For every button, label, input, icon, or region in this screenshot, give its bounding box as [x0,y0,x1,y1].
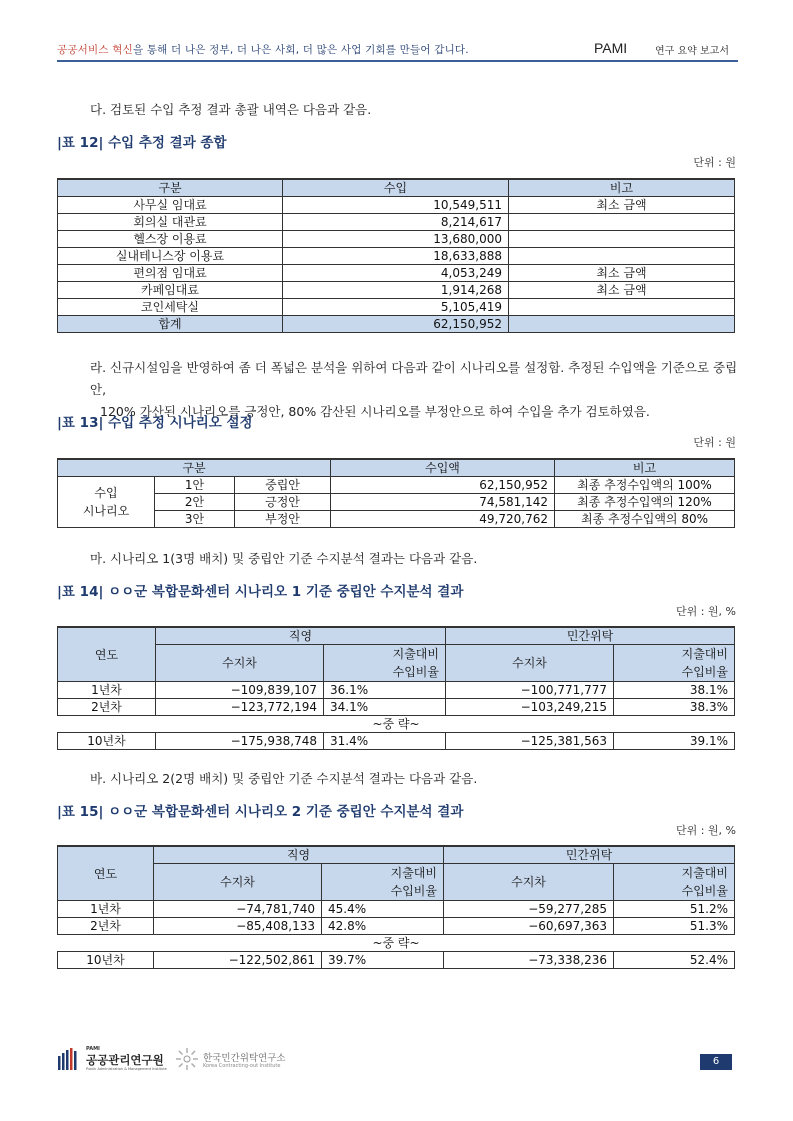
cell: 13,680,000 [283,231,509,248]
page-number: 6 [700,1054,732,1070]
paragraph-ba: 바. 시나리오 2(2명 배치) 및 중립안 기준 수지분석 결과는 다음과 같음. [90,771,478,786]
table-row [58,952,735,969]
header-report-title: 연구 요약 보고서 [655,46,729,57]
cell: 1년차 [58,682,156,699]
table-header-row [58,179,735,197]
col-header-balance: 수지차 [446,645,614,682]
page-header [57,40,737,58]
col-header: 비고 [555,459,735,477]
footer-logo-kci: 한국민간위탁연구소 [203,1053,286,1064]
cell [509,214,735,231]
cell: −175,938,748 [156,733,324,750]
table-row [58,265,735,282]
paragraph-ra-line2: 120% 가산된 시나리오를 긍정안, 80% 감산된 시나리오를 부정안으로 하여 수입을 추가 검토하였음. [100,404,650,419]
col-header-private: 민간위탁 [446,627,735,645]
cell [509,248,735,265]
footer-logos [58,1046,318,1074]
cell: 45.4% [322,901,444,918]
cell: 최소 금액 [509,197,735,214]
cell: 회의실 대관료 [58,214,283,231]
cell: 31.4% [324,733,446,750]
cell: 18,633,888 [283,248,509,265]
cell: 51.2% [614,901,735,918]
cell: 헬스장 이용료 [58,231,283,248]
table14-caption: |표 14| ㅇㅇ군 복합문화센터 시나리오 1 기준 중립안 수지분석 결과 [57,584,464,600]
omit-marker: ~중 략~ [58,935,735,952]
cell: −59,277,285 [444,901,614,918]
cell: 62,150,952 [331,477,555,494]
col-header-balance: 수지차 [156,645,324,682]
cell: 42.8% [322,918,444,935]
paragraph-ma: 마. 시나리오 1(3명 배치) 및 중립안 기준 수지분석 결과는 다음과 같음. [90,551,478,566]
col-header: 비고 [509,179,735,197]
cell: −122,502,861 [154,952,322,969]
col-header-balance: 수지차 [154,864,322,901]
cell: 10년차 [58,952,154,969]
table13-caption: |표 13| 수입 추정 시나리오 설정 [57,415,253,431]
cell: 39.7% [322,952,444,969]
footer-logo-pami-sub: Public Administration & Management Institute [86,1067,167,1071]
cell: 51.3% [614,918,735,935]
cell: 74,581,142 [331,494,555,511]
cell [509,231,735,248]
col-header: 수입액 [331,459,555,477]
table-header-row [58,645,735,682]
table-row [58,494,735,511]
cell [509,299,735,316]
col-header-ratio: 지출대비 수입비율 [322,864,444,901]
cell: 39.1% [614,733,735,750]
table12 [57,178,735,333]
header-divider [57,60,738,62]
cell: −100,771,777 [446,682,614,699]
table-row [58,248,735,265]
cell: 52.4% [614,952,735,969]
col-header: 수입 [283,179,509,197]
table13-unit: 단위 : 원 [693,436,736,449]
footer-logo-pami: 공공관리연구원 [86,1053,164,1067]
cell: −109,839,107 [156,682,324,699]
cell: 최종 추정수입액의 120% [555,494,735,511]
cell: 최종 추정수입액의 80% [555,511,735,528]
table-header-row [58,846,735,864]
cell: 긍정안 [235,494,331,511]
col-header-ratio: 지출대비 수입비율 [324,645,446,682]
cell: 38.3% [614,699,735,716]
paragraph-ra-line1: 라. 신규시설임을 반영하여 좀 더 폭넓은 분석을 위하여 다음과 같이 시나리오를 설정함. 추정된 수입액을 기준으로 중립안, [90,360,738,397]
col-header-balance: 수지차 [444,864,614,901]
table12-unit: 단위 : 원 [693,156,736,169]
table13 [57,458,735,528]
table-row [58,231,735,248]
table-row [58,901,735,918]
kci-logo-icon [176,1048,198,1070]
cell: 코인세탁실 [58,299,283,316]
table-row [58,299,735,316]
table-header-row [58,627,735,645]
cell: 5,105,419 [283,299,509,316]
table15-caption: |표 15| ㅇㅇ군 복합문화센터 시나리오 2 기준 중립안 수지분석 결과 [57,804,464,820]
cell: −73,338,236 [444,952,614,969]
cell: 10,549,511 [283,197,509,214]
table-row [58,511,735,528]
cell: 36.1% [324,682,446,699]
cell: 8,214,617 [283,214,509,231]
cell: 편의점 임대료 [58,265,283,282]
cell: 3안 [155,511,235,528]
table-row [58,733,735,750]
cell: 49,720,762 [331,511,555,528]
omit-marker: ~중 략~ [58,716,735,733]
table-header-row [58,864,735,901]
table-omit-row [58,716,735,733]
cell: 2안 [155,494,235,511]
footer-logo-small: PAMI [86,1046,100,1052]
table-row [58,197,735,214]
col-header-direct: 직영 [156,627,446,645]
header-slogan: 공공서비스 혁신을 통해 더 나은 정부, 더 나은 사회, 더 많은 사업 기회를 만들어 갑니다. [57,44,469,56]
table-row [58,477,735,494]
cell: 34.1% [324,699,446,716]
cell: 부정안 [235,511,331,528]
col-header-ratio: 지출대비 수입비율 [614,864,735,901]
col-header-private: 민간위탁 [444,846,735,864]
cell: −60,697,363 [444,918,614,935]
cell: −85,408,133 [154,918,322,935]
cell: 최종 추정수입액의 100% [555,477,735,494]
table14 [57,626,735,750]
cell: 4,053,249 [283,265,509,282]
table-omit-row [58,935,735,952]
cell: −103,249,215 [446,699,614,716]
cell: 실내테니스장 이용료 [58,248,283,265]
cell: 1,914,268 [283,282,509,299]
cell: 62,150,952 [283,316,509,333]
col-header-ratio: 지출대비 수입비율 [614,645,735,682]
group-label: 수입 시나리오 [58,477,155,528]
table14-unit: 단위 : 원, % [675,605,736,618]
col-header-direct: 직영 [154,846,444,864]
table-row [58,214,735,231]
table-row [58,282,735,299]
col-header: 구분 [58,179,283,197]
table-row [58,918,735,935]
pami-logo-icon [58,1048,82,1070]
cell: 1안 [155,477,235,494]
col-header: 구분 [58,459,331,477]
cell: 카페임대료 [58,282,283,299]
cell: 2년차 [58,699,156,716]
table-total-row [58,316,735,333]
cell: 최소 금액 [509,282,735,299]
cell: 합계 [58,316,283,333]
table15-unit: 단위 : 원, % [675,824,736,837]
table12-caption: |표 12| 수입 추정 결과 종합 [57,135,227,151]
footer-logo-kci-sub: Korea Contracting-out Institute [203,1063,281,1069]
table-row [58,682,735,699]
col-header-year: 연도 [58,627,156,682]
cell: 10년차 [58,733,156,750]
cell: 1년차 [58,901,154,918]
cell: −125,381,563 [446,733,614,750]
col-header-year: 연도 [58,846,154,901]
cell: 중립안 [235,477,331,494]
table15 [57,845,735,969]
cell: −74,781,740 [154,901,322,918]
cell: 최소 금액 [509,265,735,282]
cell: 사무실 임대료 [58,197,283,214]
cell: −123,772,194 [156,699,324,716]
cell [509,316,735,333]
table-header-row [58,459,735,477]
cell: 38.1% [614,682,735,699]
table-row [58,699,735,716]
cell: 2년차 [58,918,154,935]
paragraph-da: 다. 검토된 수입 추정 결과 총괄 내역은 다음과 같음. [90,102,372,117]
header-brand: PAMI [594,40,628,56]
